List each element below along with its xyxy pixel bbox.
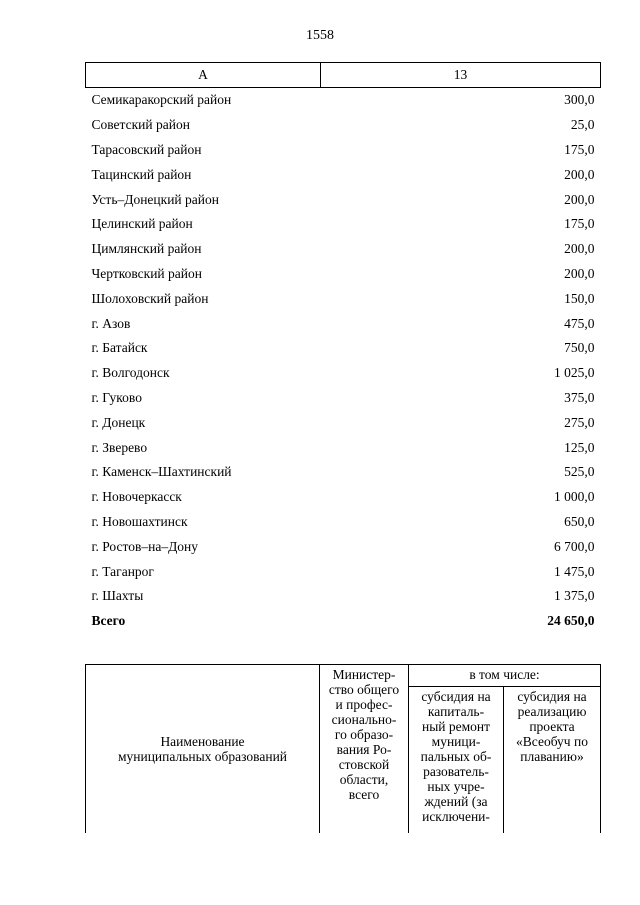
subsidy-header-table <box>85 664 601 833</box>
municipality-name: г. Таганрог <box>91 563 154 579</box>
amount-value: 175,0 <box>564 216 595 232</box>
ministry-header-line: го образо- <box>334 727 394 742</box>
ministry-header-line: Министер- <box>332 667 396 682</box>
amount-value: 175,0 <box>564 141 595 157</box>
municipality-name: г. Ростов–на–Дону <box>91 538 199 554</box>
ministry-header-line: и профес- <box>335 697 393 712</box>
repair-subsidy-header-line: исключени- <box>422 809 490 824</box>
municipality-name: Цимлянский район <box>91 241 202 257</box>
table-row <box>86 410 601 435</box>
table-row <box>86 336 601 361</box>
municipality-name: г. Волгодонск <box>91 365 170 381</box>
amount-value: 25,0 <box>570 117 595 133</box>
swimming-subsidy-header-line: «Всеобуч по <box>516 734 588 749</box>
table-row <box>86 113 601 138</box>
municipality-name: г. Шахты <box>91 588 144 604</box>
ministry-total-column-header <box>320 665 409 834</box>
table-row <box>86 311 601 336</box>
municipality-header-line-2: муниципальных образований <box>117 749 288 764</box>
table-row <box>86 262 601 287</box>
table-row <box>86 138 601 163</box>
table-row <box>86 435 601 460</box>
municipality-name: Тарасовский район <box>91 141 202 157</box>
amount-value: 200,0 <box>564 166 595 182</box>
table-body <box>86 88 601 634</box>
municipality-name: г. Новочеркасск <box>91 489 182 505</box>
table-row <box>86 162 601 187</box>
amount-value: 1 375,0 <box>554 588 595 604</box>
repair-subsidy-header-line: субсидия на <box>421 689 491 704</box>
swimming-subsidy-header-line: реализацию <box>517 704 587 719</box>
column-header-13: 13 <box>321 63 601 88</box>
ministry-header-line: стовской <box>338 757 390 772</box>
ministry-header-line: ство общего <box>328 682 400 697</box>
table-row <box>86 534 601 559</box>
municipality-name: Усть–Донецкий район <box>91 191 219 207</box>
header-row-1 <box>86 665 601 687</box>
municipality-name: Целинский район <box>91 216 193 232</box>
table-row <box>86 187 601 212</box>
amount-value: 1 475,0 <box>554 563 595 579</box>
table-row <box>86 88 601 113</box>
ministry-header-line: области, <box>339 772 389 787</box>
amount-value: 650,0 <box>564 513 595 529</box>
municipality-name: г. Батайск <box>91 340 148 356</box>
municipality-name: г. Гуково <box>91 389 142 405</box>
amount-value: 475,0 <box>564 315 595 331</box>
amount-value: 300,0 <box>564 92 595 108</box>
table-row <box>86 460 601 485</box>
amount-value: 200,0 <box>564 265 595 281</box>
amount-value: 525,0 <box>564 464 595 480</box>
table-header-row <box>86 63 601 88</box>
swimming-subsidy-header-line: субсидия на <box>517 689 587 704</box>
amount-value: 275,0 <box>564 414 595 430</box>
table-row <box>86 559 601 584</box>
municipality-name: г. Новошахтинск <box>91 513 188 529</box>
municipality-name: г. Азов <box>91 315 131 331</box>
amount-value: 200,0 <box>564 191 595 207</box>
municipality-name: Шолоховский район <box>91 290 209 306</box>
ministry-header-line: вания Ро- <box>336 742 392 757</box>
table-row <box>86 286 601 311</box>
repair-subsidy-header-line: ный ремонт <box>421 719 491 734</box>
ministry-header-line: сионально- <box>331 712 397 727</box>
amount-value: 6 700,0 <box>554 538 595 554</box>
amount-value: 200,0 <box>564 241 595 257</box>
amount-value: 750,0 <box>564 340 595 356</box>
swimming-subsidy-header-line: проекта <box>529 719 575 734</box>
table-row <box>86 361 601 386</box>
municipality-name: г. Зверево <box>91 439 148 455</box>
amount-value: 375,0 <box>564 389 595 405</box>
municipality-name: г. Каменск–Шахтинский <box>91 464 232 480</box>
total-label: Всего <box>91 613 126 629</box>
column-header-a: А <box>86 63 321 88</box>
municipality-name: Семикаракорский район <box>91 92 232 108</box>
repair-subsidy-header-line: разователь- <box>423 764 489 779</box>
allocation-table <box>85 62 601 634</box>
page-number: 1558 <box>306 28 334 43</box>
table-row <box>86 485 601 510</box>
repair-subsidy-header-line: ждений (за <box>424 794 488 809</box>
including-header: в том числе: <box>409 665 601 687</box>
ministry-header-line: всего <box>348 787 380 802</box>
table-row <box>86 212 601 237</box>
repair-subsidy-header-line: капиталь- <box>427 704 485 719</box>
municipality-name: Чертковский район <box>91 265 202 281</box>
repair-subsidy-header-line: муници- <box>431 734 481 749</box>
amount-value: 125,0 <box>564 439 595 455</box>
table-row <box>86 386 601 411</box>
swimming-subsidy-header-line: плаванию» <box>520 749 584 764</box>
municipality-header-line-1: Наименование <box>160 734 245 749</box>
swimming-subsidy-column-header <box>504 687 601 834</box>
table-row <box>86 237 601 262</box>
repair-subsidy-header-line: пальных об- <box>420 749 492 764</box>
amount-value: 150,0 <box>564 290 595 306</box>
municipality-name: Советский район <box>91 117 190 133</box>
amount-value: 1 000,0 <box>554 489 595 505</box>
municipality-column-header <box>86 665 320 834</box>
municipality-name: Тацинский район <box>91 166 192 182</box>
total-value: 24 650,0 <box>547 613 595 629</box>
repair-subsidy-column-header <box>409 687 504 834</box>
amount-value: 1 025,0 <box>554 365 595 381</box>
table-row <box>86 510 601 535</box>
municipality-name: г. Донецк <box>91 414 146 430</box>
table-row <box>86 584 601 609</box>
repair-subsidy-header-line: ных учре- <box>427 779 485 794</box>
total-row <box>86 609 601 634</box>
